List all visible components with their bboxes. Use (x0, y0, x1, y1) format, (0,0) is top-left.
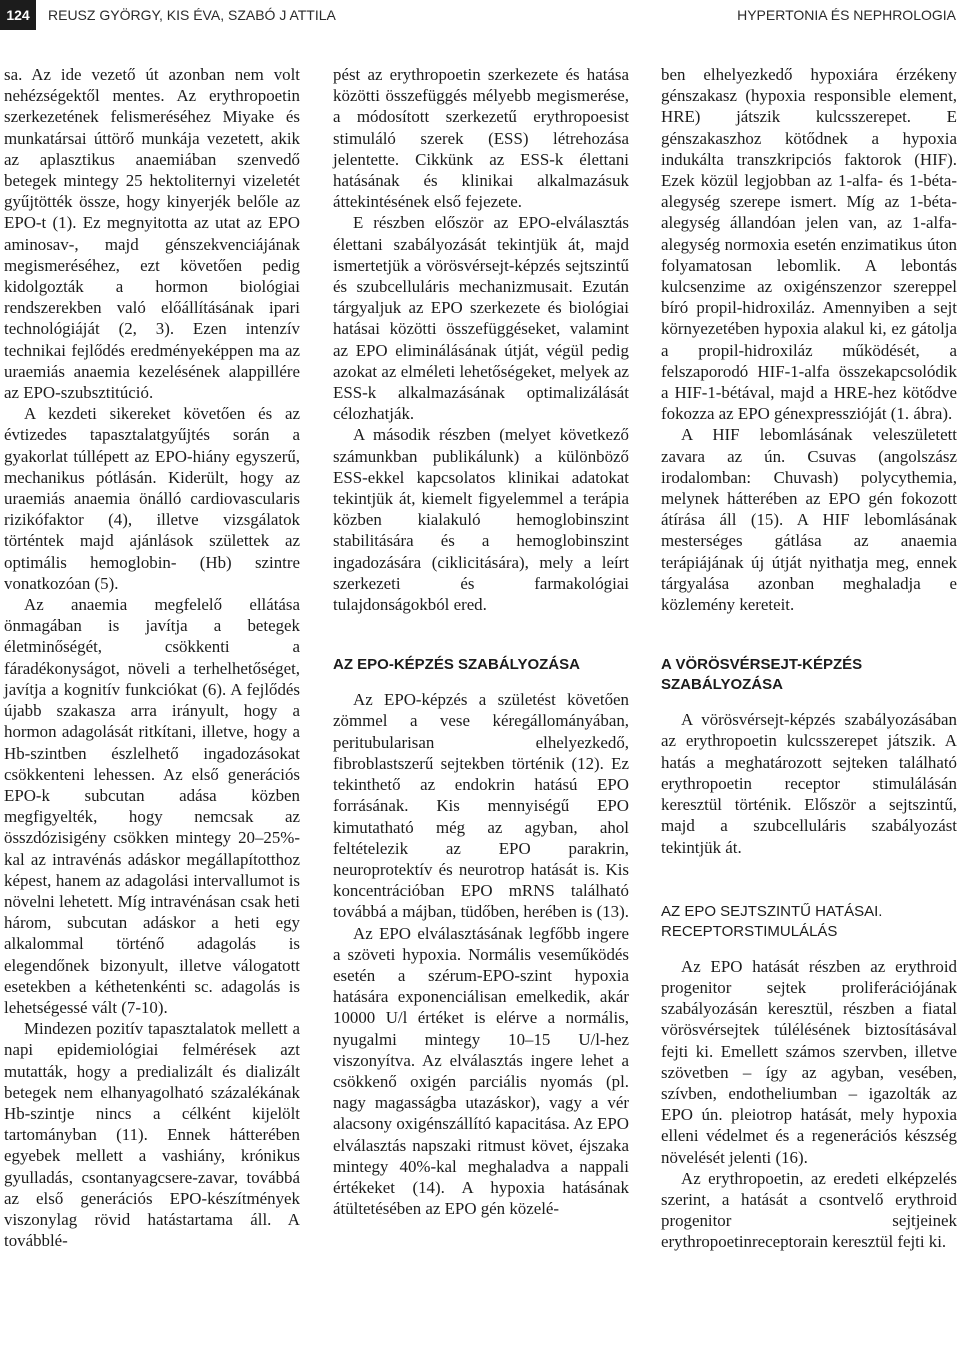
paragraph: Az EPO elválasztásának legfőbb ingere a szöveti hypoxia. Normális veseműködés esetén a szérum-EPO-szint hypoxia hatására exponenciálisan emelkedik, akár 10000 U/l értéket is elérve a normális, nyugalmi mintegy 10–15 U/l-hez viszonyítva. Az elválasztás ingere lehet a csökkenő oxigén parciális nyomás (pl. nagy magasságba utazáskor), vagy a vér alacsony oxigénszállító kapacitása. Az EPO elválasztás napszaki ritmust követ, éjszaka mintegy 40%-kal meghaladva a nappali értékeket (14). A hypoxia hatásának átültetésében az EPO gén közelé- (333, 923, 629, 1219)
paragraph: A második részben (melyet következő számunkban publikálunk) a különböző ESS-ekkel kapcsolatos klinikai adatokat tekintjük át, kiemelt figyelemmel a terápia közben kialakuló hemoglobinszint stabilitására és a hemoglobinszint ingadozására (ciklicitására), mely a leírt szerkezeti és farmakológiai tulajdonságokból ered. (333, 425, 629, 615)
running-journal-title: HYPERTONIA ÉS NEPHROLOGIA (737, 7, 956, 23)
running-header (0, 0, 960, 30)
paragraph: sa. Az ide vezető út azonban nem volt nehézségektől mentes. Az erythropoetin szerkezetének felismeréséhez Miyake és munkatársai úttörő munkája vezetett, akik az aplasztikus anaemiában szenvedő betegek mintegy 25 hektoliternyi vizeletét gyűjtötték össze, hogy kinyerjék belőle az EPO-t (1). Ez megnyitotta az utat az EPO aminosav-, majd génszekvenciájának megismeréséhez, ezt követően pedig kidolgozták a hormon biológiai rendszerekben való előállításának ipari technológiáját (2, 3). Ezen intenzív technikai fejlődés eredményeképpen ma az uraemiás anaemia kezelésének alappillére az EPO-szubsztitúció. (4, 65, 300, 403)
paragraph: Az EPO hatását részben az erythroid progenitor sejtek proliferációjának szabályozásán keresztül, részben a fiatal vörösvérsejtek túlélésének biztosításával fejti ki. Emellett számos szervben, illetve szövetben – így az agyban, vesében, szívben, endotheliumban – igazolták az EPO ún. pleiotrop hatását, mely hypoxia elleni védelmet és a regenerációs készség növelését jelenti (16). (661, 956, 957, 1167)
paragraph: Mindezen pozitív tapasztalatok mellett a napi epidemiológiai felmérések azt mutatták, hogy a predializált és dializált betegek nem elhanyagolható százalékának Hb-szintje nincs a célként kijelölt tartományban (11). Ennek hátterében egyebek mellett a vashiány, krónikus gyulladás, csontanyagcsere-zavar, továbbá az első generációs EPO-készítmények viszonylag rövid hatástartama áll. A továbblé- (4, 1019, 300, 1251)
paragraph: Az erythropoetin, az eredeti elképzelés szerint, a hatását a csontvelő erythroid progenitor sejtjeinek erythropoetinreceptorain keresztül fejti ki. (661, 1168, 957, 1252)
paragraph: Az anaemia megfelelő ellátása önmagában is javítja a betegek életminőségét, csökkenti a fáradékonyságot, növeli a terhelhetőséget, javítja a kognitív funkciókat (6). A fejlődés újabb szakasza arra irányult, hogy a hormon adagolását ritkítani, illetve, hogy a Hb-szintben észlelhető ingadozásokat csökkenteni lehessen. Az első generációs EPO-k subcutan adása közben megfigyelték, hogy nemcsak az összdózisigény csökken mintegy 20–25%-kal az intravénás adáskor megállapítotthoz képest, hanem az adagolási intervallumot is növelni lehetett. Míg intravénásan csak heti három, subcutan adáskor a heti egy alkalommal történő adagolás is elegendőnek bizonyult, illetve válogatott esetekben a kéthetenkénti sc. adagolás is lehetségessé vált (7-10). (4, 595, 300, 1017)
paragraph: E részben először az EPO-elválasztás élettani szabályozását tekintjük át, majd ismertetjük a vörösvérsejt-képzés sejtszintű és szubcelluláris mechanizmusait. Ezután tárgyaljuk az EPO szerkezete és biológiai hatásai közötti összefüggéseket, valamint az EPO eliminálásának útját, végül pedig azokat az elméleti lehetőségeket, melyek az ESS-k alkalmazásának optimalizálását célozhatják. (333, 213, 629, 424)
paragraph: A vörösvérsejt-képzés szabályozásában az erythropoetin kulcsszerepet játszik. A hatás a meghatározott sejteken található erythropoetin receptor stimulálásán keresztül történik. Először a sejtszintű, majd a szubcelluláris szabályozást tekintjük át. (661, 710, 957, 857)
paragraph: A HIF lebomlásának veleszületett zavara az ún. Csuvas (angolszász irodalomban: Chuvash) polycythemia, melynek hátterében az EPO gén fokozott átírása áll (15). A HIF lebomlásának mesterséges gátlása az anaemia terápiájának új útját nyithatja meg, ennek tárgyalása azonban meghaladja e közlemény kereteit. (661, 425, 957, 615)
section-heading: AZ EPO-KÉPZÉS SZABÁLYOZÁSA (333, 656, 580, 674)
running-authors: REUSZ GYÖRGY, KIS ÉVA, SZABÓ J ATTILA (48, 7, 336, 23)
page-number: 124 (0, 0, 36, 30)
paragraph: A kezdeti sikereket követően és az évtizedes tapasztalatgyűjtés során a gyakorlat túllépett az EPO-hiány egyszerű, mechanikus pótlásán. Kiderült, hogy az uraemiás anaemia önálló cardiovascularis rizikófaktor (4), illetve vizsgálatok történtek majd ajánlások születtek az optimális hemoglobin- (Hb) szintre vonatkozóan (5). (4, 404, 300, 593)
subsection-heading: AZ EPO SEJTSZINTŰ HATÁSAI. RECEPTORSTIMULÁLÁS (661, 902, 883, 940)
text-column-3 (661, 64, 957, 1253)
paragraph: Az EPO-képzés a születést követően zömmel a vese kéregállományában, peritubularisan elhelyezkedő, fibroblastszerű sejtekben történik (12). Ez tekinthető az endokrin hatású EPO forrásának. Kis mennyiségű EPO kimutatható még az agyban, ahol feltételezik az EPO parakrin, neuroprotektív és neurotrop hatását is. Kis koncentrációban EPO mRNS található továbbá a májban, tüdőben, herében is (13). (333, 690, 629, 922)
text-column-2 (333, 64, 629, 1219)
paragraph: pést az erythropoetin szerkezete és hatása közötti összefüggés mélyebb megismerése, a módosított szerkezetű erythropoesist stimuláló szerek (ESS) létrehozása jelentette. Cikkünk az ESS-k élettani hatásának és klinikai alkalmazásuk áttekintésének első fejezete. (333, 65, 629, 212)
text-column-1 (4, 64, 300, 1251)
section-heading: A VÖRÖSVÉRSEJT-KÉPZÉS SZABÁLYOZÁSA (661, 656, 863, 694)
paragraph: ben elhelyezkedő hypoxiára érzékeny génszakasz (hypoxia responsible element, HRE) játszik kulcsszerepet. E génszakaszhoz kötődnek a hypoxia indukálta transzkripciós faktorok (HIF). Ezek közül legjobban az 1-alfa- és 1-béta-alegység szerepe ismert. Míg az 1-béta-alegység állandóan jelen van, az 1-alfa-alegység normoxia esetén enzimatikus úton folyamatosan lebomlik. A lebontás kulcsenzime az oxigénszenzor szereppel bíró propil-hidroxiláz. Amennyiben a sejt környezetében hypoxia alakul ki, ez gátolja a propil-hidroxiláz működését, a felszaporodó HIF-1-alfa összekapcsolódik a HIF-1-bétával, majd a HRE-hez kötődve fokozza az EPO génexpresszióját (1. ábra). (661, 65, 957, 424)
